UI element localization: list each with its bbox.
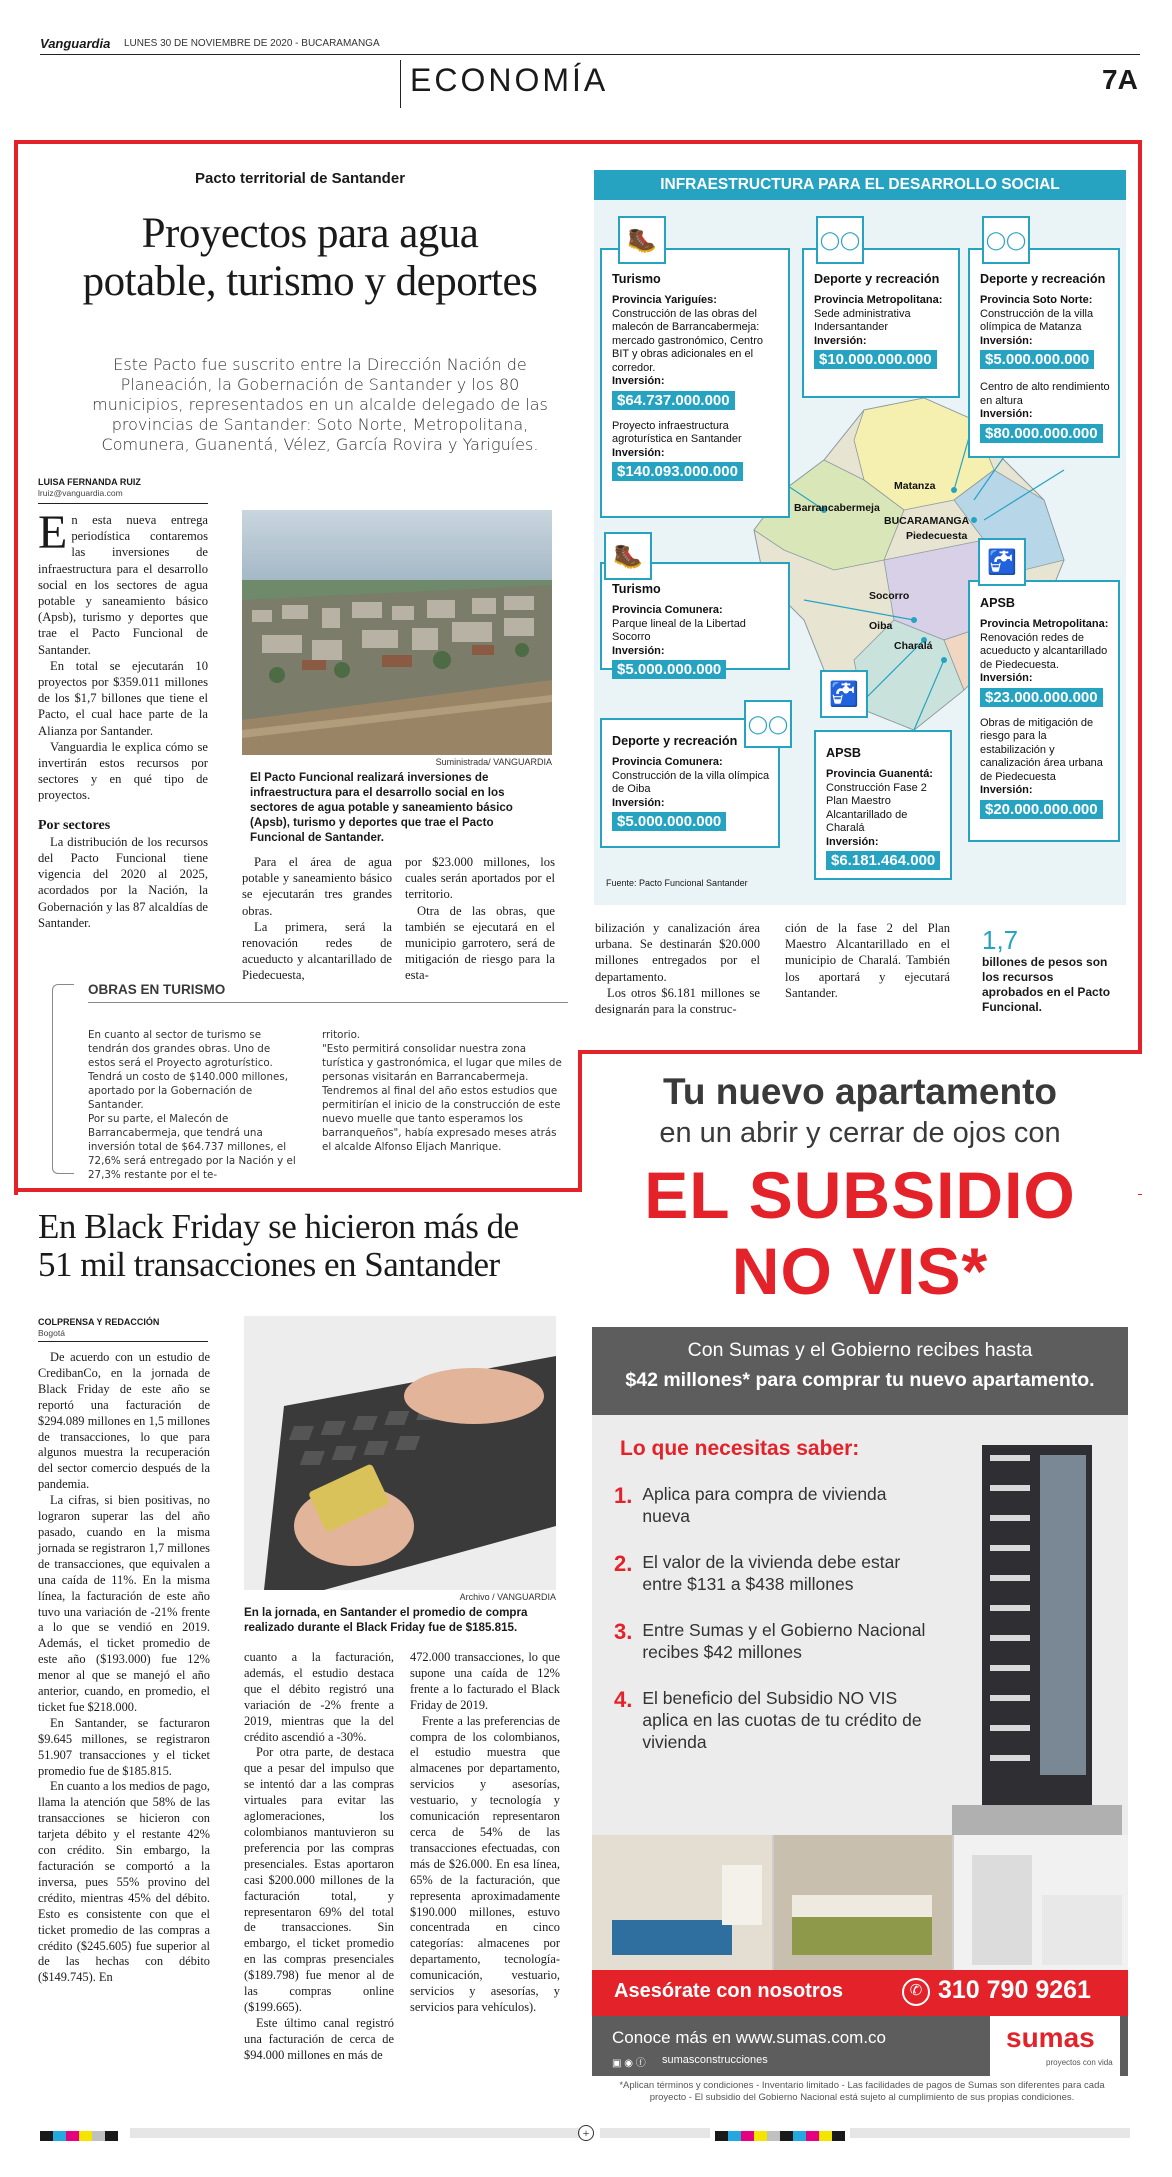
header-rule — [40, 54, 1140, 55]
tourism-box-paragraph: Por su parte, el Malecón de Barrancabermeja, que tendrá una inversión total de $64.737 millones, el 72,6% será entregado por la Nación y el 27,3% restante por el te- — [88, 1113, 296, 1181]
story2-paragraph: De acuerdo con un estudio de CredibanCo, en la jornada de Black Friday de este año se reportó una facturación de $294.089 millones en 1,5 millones de transacciones, lo que para algunos muestra la recuperación del sector comercio después de la pandemia. — [38, 1350, 210, 1492]
card-amount: $23.000.000.000 — [980, 688, 1103, 707]
story1-column-4 — [595, 920, 760, 1017]
hikers-icon: 🥾 — [618, 216, 666, 264]
olympic-rings-icon: ◯◯ — [982, 216, 1030, 264]
ad-cta-text: Asesórate con nosotros — [614, 1980, 843, 2002]
card-description: Construcción de la villa olímpica de Matanza — [980, 307, 1094, 333]
story1-paragraph: por $23.000 millones, los cuales serán aportados por el territorio. — [405, 855, 555, 902]
ad-need-title: Lo que necesitas saber: — [620, 1437, 860, 1460]
ad-list-item — [614, 1483, 934, 1527]
card-investment-label: Inversión: — [612, 446, 665, 459]
story1-column-1 — [38, 506, 208, 931]
building-render-image — [952, 1425, 1122, 1835]
story2-photo — [244, 1316, 556, 1590]
story1-paragraph: ción de la fase 2 del Plan Maestro Alcantarillado en el municipio de Charalá. También los aportará y ejecutará Santander. — [785, 921, 950, 1000]
story1-photo — [242, 510, 552, 755]
tourism-box-paragraph: En cuanto al sector de turismo se tendrán dos grandes obras. Uno de estos será el Proyecto agroturístico. Tendrá un costo de $140.000 millones, aportado por la Gobernación de Santander. — [88, 1029, 288, 1111]
card-category: Deporte y recreación — [980, 272, 1106, 286]
card-amount: $6.181.464.000 — [826, 851, 940, 870]
ad-line3: EL SUBSIDIO — [644, 1158, 1076, 1232]
sumas-logo-tag: proyectos con vida — [1046, 2058, 1113, 2067]
story2-headline — [38, 1208, 598, 1284]
card-investment-label: Inversión: — [980, 334, 1033, 347]
sumas-logo-box — [990, 2016, 1120, 2076]
card-category: Turismo — [612, 582, 661, 596]
ad-line1: Tu nuevo apartamento — [662, 1071, 1058, 1112]
story1-paragraph: n esta nueva entrega periodística contaremos las inversiones de infraestructura para el desarrollo social en los sectores de agua potable y saneamiento básico (Apsb), turismo y deportes que trae el Pacto Funcional de Santander. — [38, 513, 208, 657]
infographic-source: Fuente: Pacto Funcional Santander — [606, 878, 748, 888]
ad-item-number: 2. — [614, 1551, 633, 1576]
print-gray-strip — [130, 2128, 580, 2138]
card-province: Provincia Comunera: — [612, 756, 723, 768]
ad-list-item — [614, 1687, 934, 1753]
card-investment-label: Inversión: — [980, 408, 1033, 420]
story2-headline-line2: 51 mil transacciones en Santander — [38, 1245, 500, 1284]
card-amount: $10.000.000.000 — [814, 350, 937, 369]
ad-item-number: 1. — [614, 1483, 633, 1508]
ad-line4: NO VIS* — [731, 1234, 989, 1308]
card-province: Provincia Metropolitana: — [980, 618, 1109, 630]
tourism-box-rule — [88, 1002, 568, 1003]
keyboard-card-image — [244, 1316, 556, 1590]
card-amount: $80.000.000.000 — [980, 424, 1103, 443]
hikers-icon: 🥾 — [604, 532, 652, 580]
card-category: Deporte y recreación — [814, 272, 940, 286]
infographic-card — [968, 248, 1120, 458]
card-investment-label: Inversión: — [612, 375, 665, 387]
story2-headline-line1: En Black Friday se hicieron más de — [38, 1207, 519, 1246]
highlight-frame-mask — [1138, 1054, 1146, 1194]
story1-paragraph: La distribución de los recursos del Pacto Funcional tiene vigencia del 2020 al 2025, acordados por la Nación, la Gobernación y las 87 alcaldías de Santander. — [38, 834, 208, 930]
water-tap-icon: 🚰 — [978, 538, 1026, 586]
ad-item-number: 3. — [614, 1619, 633, 1644]
card-amount: $64.737.000.000 — [612, 391, 735, 410]
tourism-box — [52, 980, 572, 1180]
card-province: Provincia Yariguíes: — [612, 294, 717, 306]
story2-place: Bogotá — [38, 1328, 65, 1338]
ad-phone: 310 790 9261 — [938, 1976, 1091, 2004]
card-province: Provincia Metropolitana: — [814, 294, 943, 306]
story2-column-1 — [38, 1350, 210, 1986]
map-label-socorro: Socorro — [869, 590, 910, 602]
story2-photo-credit: Archivo / VANGUARDIA — [459, 1592, 556, 1602]
card-amount: $5.000.000.000 — [980, 350, 1094, 369]
ad-line2: en un abrir y cerrar de ojos con — [659, 1117, 1061, 1149]
story1-headline — [30, 210, 590, 306]
story2-column-3 — [410, 1650, 560, 2016]
olympic-rings-icon: ◯◯ — [816, 216, 864, 264]
card-amount: $5.000.000.000 — [612, 812, 726, 831]
tourism-box-col2 — [322, 1028, 562, 1154]
map-label-charala: Charalá — [894, 640, 933, 652]
dateline: LUNES 30 DE NOVIEMBRE DE 2020 - BUCARAMANGA — [124, 38, 380, 49]
card-category: Deporte y recreación — [612, 734, 738, 748]
story2-paragraph: cuanto a la facturación, además, el estudio destaca que el débito registró una variación de -2% frente a 2019, mientras que la del crédito ascendió a -30%. — [244, 1650, 394, 1744]
card-investment-label: Inversión: — [980, 784, 1033, 796]
story1-kicker: Pacto territorial de Santander — [194, 170, 406, 187]
card-investment-label: Inversión: — [814, 334, 867, 347]
card-amount: $140.093.000.000 — [612, 462, 743, 481]
story1-paragraph: En total se ejecutarán 10 proyectos por $359.011 millones de los $1,7 billones que tiene el Pacto, el cual hace parte de la Alianza por Santander. — [38, 658, 208, 738]
ad-item-text: Entre Sumas y el Gobierno Nacional recibes $42 millones — [642, 1620, 926, 1662]
ad-band-line1: Con Sumas y el Gobierno recibes hasta — [687, 1339, 1033, 1361]
story1-photo-credit: Suministrada/ VANGUARDIA — [435, 757, 552, 767]
map-label-oiba: Oiba — [869, 620, 893, 632]
story1-deck: Este Pacto fue suscrito entre la Dirección Nación de Planeación, la Gobernación de Santander y los 80 municipios, representados en un alcalde delegado de las provincias de Santander: Soto Norte, Metropolitana, Comunera, Guanentá, Vélez, García Rovira y Yariguíes. — [92, 355, 548, 454]
stat-value: 1,7 — [982, 925, 1019, 955]
infographic-card — [600, 248, 790, 518]
ad-item-number: 4. — [614, 1687, 633, 1712]
card-description: Sede administrativa Indersantander — [814, 307, 911, 333]
story1-column-3 — [405, 854, 555, 984]
story1-column-5 — [785, 920, 950, 1001]
story2-paragraph: Por otra parte, de destaca que a pesar del impulso que se intentó dar a las compras virtuales para evitar las aglomeraciones, los colombianos mantuvieron su preferencia por las compras presenciales. Estas aportaron casi $200.000 millones de la facturación total, y representaron 69% del total de transacciones. Sin embargo, el ticket promedio en las compras presenciales ($189.798) fue menor al de las compras online ($199.665). — [244, 1745, 394, 2014]
page-header — [40, 30, 1140, 110]
story1-headline-line2: potable, turismo y deportes — [82, 258, 538, 305]
byline-rule — [38, 503, 208, 504]
card-investment-label: Inversión: — [612, 796, 665, 809]
ad-list-item — [614, 1551, 934, 1595]
card-investment-label: Inversión: — [980, 672, 1033, 684]
brand-logo: Vanguardia — [40, 36, 111, 51]
ad-item-text: El valor de la vivienda debe estar entre $131 a $438 millones — [642, 1552, 901, 1594]
card-description: Proyecto infraestructura agroturística en Santander — [612, 419, 742, 445]
card-amount: $20.000.000.000 — [980, 800, 1103, 819]
story1-headline-line1: Proyectos para agua — [141, 210, 479, 257]
story1-paragraph: bilización y canalización área urbana. Se destinarán $20.000 millones entregados por el departamento. — [595, 921, 760, 984]
infographic-title: INFRAESTRUCTURA PARA EL DESARROLLO SOCIAL — [594, 170, 1126, 200]
ad-photo-strip — [592, 1835, 1128, 1970]
story2-paragraph: En Santander, se facturaron $9.645 millones, se registraron 51.907 transacciones y el ticket promedio fue de $185.815. — [38, 1715, 210, 1778]
card-description: Construcción de las obras del malecón de Barrancabermeja: mercado gastronómico, Centro BIT y obras adicionales en el corredor. — [612, 307, 764, 374]
registration-mark-icon: + — [578, 2125, 594, 2141]
ad-band — [592, 1327, 1128, 1415]
dropcap: E — [38, 506, 68, 559]
tourism-box-bracket — [52, 984, 74, 1174]
story1-paragraph: Otra de las obras, que también se ejecutará en el municipio garrotero, será de mitigación de riesgo para la esta- — [405, 903, 555, 983]
story2-paragraph: Este último canal registró una facturación de cerca de $94.000 millones en más de — [244, 2015, 394, 2062]
ad-item-text: Aplica para compra de vivienda nueva — [642, 1484, 887, 1526]
highlight-frame-right-bottom — [578, 1050, 1142, 1054]
story1-photo-caption: El Pacto Funcional realizará inversiones de infraestructura para el desarrollo social en los sectores de agua potable y saneamiento básico (Apsb), turismo y deportes que trae el Pacto Funcional de Santander. — [250, 771, 513, 844]
story1-column-2 — [242, 854, 392, 984]
story2-paragraph: La cifras, si bien positivas, no lograron superar las del año pasado, cuando en la misma jornada se registraron 1,7 millones de transacciones, que equivalen a una caída de 11%. En la misma línea, la facturación de este año tuvo una variación de -21% frente a lo que se vendió en 2019. Además, el ticket promedio de este año ($193.000) fue 12% menor al que se manejó el año anterior, cuando, en promedio, el ticket fue $218.000. — [38, 1493, 210, 1714]
print-gray-strip — [600, 2128, 710, 2138]
story2-paragraph: En cuanto a los medios de pago, llama la atención que 58% de las transacciones se hicieron con tarjeta débito y el restante 42% con crédito. Sin embargo, la facturación se comportó a la inversa, pues 55% provino del crédito, mientras 45% del débito. Esto es consistente con que el ticket promedio de las compras a crédito ($245.605) fue superior al de las hechas con débito ($149.745). En — [38, 1779, 211, 1985]
interior-photos-image — [592, 1835, 1128, 1970]
card-description: Centro de alto rendimiento en altura — [980, 381, 1110, 407]
card-description: Obras de mitigación de riesgo para la estabilización y canalización área urbana de Piedecuesta — [980, 716, 1103, 783]
map-label-bucaramanga: BUCARAMANGA — [884, 515, 970, 527]
story1-byline: LUISA FERNANDA RUIZ — [38, 477, 141, 487]
ad-band-line2: $42 millones* para comprar tu nuevo apartamento. — [625, 1369, 1095, 1391]
story1-paragraph: La primera, será la renovación redes de acueducto y alcantarillado de Piedecuesta, — [242, 919, 392, 983]
story2-paragraph: 472.000 transacciones, lo que supone una caída de 12% frente a lo facturado el Black Friday de 2019. — [410, 1650, 560, 1712]
highlight-frame-step — [578, 1050, 582, 1192]
story2-byline: COLPRENSA Y REDACCIÓN — [38, 1317, 160, 1327]
map-label-barrancabermeja: Barrancabermeja — [794, 502, 880, 514]
aerial-city-river-image — [242, 510, 552, 755]
tourism-box-paragraph: rritorio. — [322, 1029, 360, 1041]
card-amount: $5.000.000.000 — [612, 660, 726, 679]
card-investment-label: Inversión: — [826, 835, 879, 848]
ad-disclaimer: *Aplican términos y condiciones - Inventario limitado - Las facilidades de pagos de Sumas son diferentes para cada proyecto - El subsidio del Gobierno Nacional está sujeto al cumplimiento de sus propias condiciones. — [619, 2080, 1105, 2103]
ad-cta-bar — [592, 1970, 1128, 2016]
card-category: APSB — [826, 746, 861, 760]
print-gray-strip — [850, 2128, 1130, 2138]
story1-paragraph: Los otros $6.181 millones se designarán para la construc- — [595, 985, 760, 1017]
card-description: Parque lineal de la Libertad Socorro — [612, 617, 746, 643]
tourism-box-col1 — [88, 1028, 300, 1182]
print-color-bar-left — [40, 2128, 118, 2146]
ad-footer — [592, 2016, 1128, 2076]
card-category: Turismo — [612, 272, 661, 286]
map-label-matanza: Matanza — [894, 480, 936, 492]
infographic — [594, 170, 1126, 905]
story2-byline-rule — [38, 1341, 208, 1342]
story1-paragraph: Para el área de agua potable y saneamiento básico se ejecutarán tres grandes obras. — [242, 855, 392, 918]
ad-web: Conoce más en www.sumas.com.co — [612, 2028, 886, 2047]
story2-column-2 — [244, 1650, 394, 2064]
stat-text: billones de pesos son los recursos aprobados en el Pacto Funcional. — [982, 955, 1111, 1014]
card-description: Construcción Fase 2 Plan Maestro Alcantarillado de Charalá — [826, 781, 927, 834]
header-divider — [400, 60, 401, 108]
social-icons: ▣ ◉ ⓕ — [612, 2058, 646, 2069]
olympic-rings-icon: ◯◯ — [744, 700, 792, 748]
card-province: Provincia Guanentá: — [826, 768, 933, 780]
water-tap-icon: 🚰 — [820, 670, 868, 718]
ad-social: sumasconstrucciones — [662, 2054, 768, 2066]
sumas-logo: sumas — [1006, 2022, 1095, 2053]
card-description: Renovación redes de acueducto y alcantarillado de Piedecuesta. — [980, 631, 1108, 671]
card-category: APSB — [980, 596, 1015, 610]
infographic-card — [802, 248, 960, 398]
page-number: 7A — [1102, 64, 1138, 95]
advertisement — [592, 1065, 1128, 2115]
story1-paragraph: Vanguardia le explica cómo se invertirán estos recursos por sectores y en qué tipo de proyectos. — [38, 739, 208, 803]
ad-info-panel — [592, 1415, 1128, 1835]
story1-email: lruiz@vanguardia.com — [38, 488, 123, 498]
whatsapp-icon: ✆ — [902, 1978, 930, 2006]
card-province: Provincia Comunera: — [612, 604, 723, 616]
card-province: Provincia Soto Norte: — [980, 294, 1093, 306]
infographic-card — [814, 730, 952, 880]
ad-item-text: El beneficio del Subsidio NO VIS aplica en las cuotas de tu crédito de vivienda — [642, 1688, 922, 1752]
ad-list-item — [614, 1619, 934, 1663]
tourism-box-title: OBRAS EN TURISMO — [88, 982, 226, 997]
tourism-box-paragraph: "Esto permitirá consolidar nuestra zona turística y gastronómica, el lugar que miles de personas visitarán en Barrancabermeja. Tendremos al final del año estos estudios que permitirían el inicio de la construcción de este nuevo muelle que tanto esperamos los barranqueños", había expresado meses atrás el alcalde Alfonso Eljach Manrique. — [322, 1043, 562, 1153]
map-label-piedecuesta: Piedecuesta — [906, 530, 968, 542]
story1-subhead: Por sectores — [38, 817, 111, 833]
story2-paragraph: Frente a las preferencias de compra de los colombianos, el estudio muestra que almacenes por departamento, servicios y asesorías, vestuario, y tecnología y comunicación representaron cerca de 54% de las transacciones efectuadas, con más de $26.000. En esa línea, 65% de la facturación, que representa aproximadamente $190.000 millones, estuvo concentrada en cinco categorías: almacenes por departamento, tecnología-comunicación, vestuario, servicios y asesorías, y servicios para vehículos). — [410, 1713, 560, 2014]
story2-photo-caption: En la jornada, en Santander el promedio de compra realizado durante el Black Friday fue de $185.815. — [244, 1606, 528, 1634]
infographic-card — [968, 580, 1120, 842]
print-color-bar-right — [715, 2128, 845, 2146]
card-description: Construcción de la villa olímpica de Oiba — [612, 769, 770, 795]
section-title: ECONOMÍA — [410, 62, 609, 98]
highlight-frame-bottom — [14, 1188, 582, 1192]
card-investment-label: Inversión: — [612, 644, 665, 657]
ad-list — [614, 1483, 934, 1753]
